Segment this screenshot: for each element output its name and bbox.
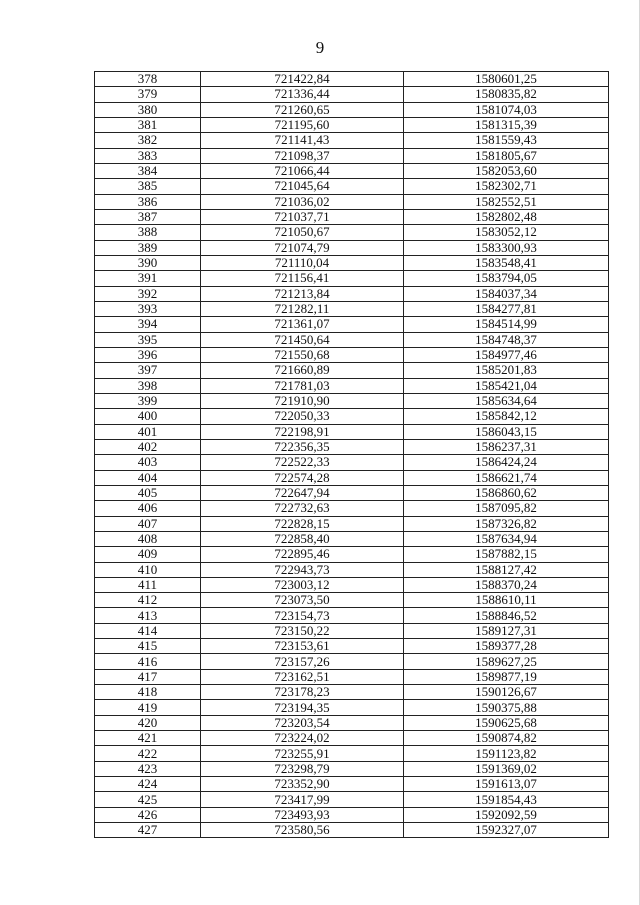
x-coordinate-cell: 723157,26 (201, 654, 404, 669)
point-number-cell: 425 (95, 792, 201, 807)
point-number-cell: 404 (95, 470, 201, 485)
x-coordinate-cell: 721074,79 (201, 240, 404, 255)
table-row (95, 777, 609, 792)
table-row (95, 347, 609, 362)
table-row (95, 485, 609, 500)
point-number-cell: 402 (95, 439, 201, 454)
x-coordinate-cell: 723580,56 (201, 823, 404, 838)
y-coordinate-cell: 1587095,82 (404, 501, 609, 516)
point-number-cell: 379 (95, 87, 201, 102)
point-number-cell: 427 (95, 823, 201, 838)
table-row (95, 807, 609, 822)
table-row (95, 163, 609, 178)
table-row (95, 577, 609, 592)
y-coordinate-cell: 1588370,24 (404, 577, 609, 592)
point-number-cell: 414 (95, 623, 201, 638)
table-row (95, 194, 609, 209)
x-coordinate-cell: 723178,23 (201, 685, 404, 700)
table-row (95, 547, 609, 562)
y-coordinate-cell: 1580601,25 (404, 72, 609, 87)
y-coordinate-cell: 1591123,82 (404, 746, 609, 761)
point-number-cell: 381 (95, 117, 201, 132)
table-row (95, 363, 609, 378)
y-coordinate-cell: 1584037,34 (404, 286, 609, 301)
table-row (95, 654, 609, 669)
table-row (95, 516, 609, 531)
y-coordinate-cell: 1583300,93 (404, 240, 609, 255)
table-row (95, 623, 609, 638)
table-row (95, 133, 609, 148)
table-row (95, 271, 609, 286)
coordinates-table-body (95, 72, 609, 838)
table-row (95, 301, 609, 316)
x-coordinate-cell: 721781,03 (201, 378, 404, 393)
x-coordinate-cell: 721336,44 (201, 87, 404, 102)
table-row (95, 148, 609, 163)
y-coordinate-cell: 1588610,11 (404, 593, 609, 608)
table-row (95, 715, 609, 730)
table-row (95, 455, 609, 470)
point-number-cell: 403 (95, 455, 201, 470)
y-coordinate-cell: 1587882,15 (404, 547, 609, 562)
y-coordinate-cell: 1582552,51 (404, 194, 609, 209)
x-coordinate-cell: 723255,91 (201, 746, 404, 761)
table-row (95, 685, 609, 700)
table-row (95, 87, 609, 102)
y-coordinate-cell: 1590126,67 (404, 685, 609, 700)
y-coordinate-cell: 1590874,82 (404, 731, 609, 746)
point-number-cell: 406 (95, 501, 201, 516)
point-number-cell: 393 (95, 301, 201, 316)
x-coordinate-cell: 721260,65 (201, 102, 404, 117)
table-row (95, 470, 609, 485)
point-number-cell: 394 (95, 317, 201, 332)
point-number-cell: 413 (95, 608, 201, 623)
table-row (95, 332, 609, 347)
table-row (95, 501, 609, 516)
x-coordinate-cell: 721156,41 (201, 271, 404, 286)
point-number-cell: 380 (95, 102, 201, 117)
table-row (95, 700, 609, 715)
y-coordinate-cell: 1584748,37 (404, 332, 609, 347)
x-coordinate-cell: 722522,33 (201, 455, 404, 470)
y-coordinate-cell: 1584514,99 (404, 317, 609, 332)
x-coordinate-cell: 722356,35 (201, 439, 404, 454)
x-coordinate-cell: 723194,35 (201, 700, 404, 715)
point-number-cell: 392 (95, 286, 201, 301)
x-coordinate-cell: 722198,91 (201, 424, 404, 439)
x-coordinate-cell: 722647,94 (201, 485, 404, 500)
x-coordinate-cell: 721910,90 (201, 393, 404, 408)
x-coordinate-cell: 723352,90 (201, 777, 404, 792)
point-number-cell: 387 (95, 209, 201, 224)
point-number-cell: 385 (95, 179, 201, 194)
point-number-cell: 398 (95, 378, 201, 393)
point-number-cell: 421 (95, 731, 201, 746)
table-row (95, 102, 609, 117)
point-number-cell: 378 (95, 72, 201, 87)
point-number-cell: 424 (95, 777, 201, 792)
y-coordinate-cell: 1585634,64 (404, 393, 609, 408)
point-number-cell: 408 (95, 531, 201, 546)
table-row (95, 669, 609, 684)
y-coordinate-cell: 1586621,74 (404, 470, 609, 485)
y-coordinate-cell: 1587634,94 (404, 531, 609, 546)
x-coordinate-cell: 723203,54 (201, 715, 404, 730)
table-row (95, 378, 609, 393)
x-coordinate-cell: 721141,43 (201, 133, 404, 148)
x-coordinate-cell: 721036,02 (201, 194, 404, 209)
x-coordinate-cell: 723153,61 (201, 639, 404, 654)
y-coordinate-cell: 1589877,19 (404, 669, 609, 684)
point-number-cell: 423 (95, 761, 201, 776)
x-coordinate-cell: 723224,02 (201, 731, 404, 746)
y-coordinate-cell: 1587326,82 (404, 516, 609, 531)
y-coordinate-cell: 1591369,02 (404, 761, 609, 776)
x-coordinate-cell: 721450,64 (201, 332, 404, 347)
table-row (95, 792, 609, 807)
y-coordinate-cell: 1581805,67 (404, 148, 609, 163)
y-coordinate-cell: 1585201,83 (404, 363, 609, 378)
table-row (95, 439, 609, 454)
y-coordinate-cell: 1592327,07 (404, 823, 609, 838)
point-number-cell: 391 (95, 271, 201, 286)
point-number-cell: 401 (95, 424, 201, 439)
y-coordinate-cell: 1589627,25 (404, 654, 609, 669)
table-row (95, 424, 609, 439)
point-number-cell: 389 (95, 240, 201, 255)
point-number-cell: 388 (95, 225, 201, 240)
x-coordinate-cell: 722732,63 (201, 501, 404, 516)
y-coordinate-cell: 1588127,42 (404, 562, 609, 577)
y-coordinate-cell: 1590375,88 (404, 700, 609, 715)
y-coordinate-cell: 1586043,15 (404, 424, 609, 439)
point-number-cell: 400 (95, 409, 201, 424)
x-coordinate-cell: 721066,44 (201, 163, 404, 178)
y-coordinate-cell: 1591613,07 (404, 777, 609, 792)
point-number-cell: 411 (95, 577, 201, 592)
table-row (95, 393, 609, 408)
x-coordinate-cell: 721660,89 (201, 363, 404, 378)
y-coordinate-cell: 1581315,39 (404, 117, 609, 132)
table-row (95, 286, 609, 301)
table-row (95, 179, 609, 194)
x-coordinate-cell: 721361,07 (201, 317, 404, 332)
point-number-cell: 405 (95, 485, 201, 500)
point-number-cell: 415 (95, 639, 201, 654)
table-row (95, 761, 609, 776)
table-row (95, 823, 609, 838)
point-number-cell: 420 (95, 715, 201, 730)
x-coordinate-cell: 722858,40 (201, 531, 404, 546)
y-coordinate-cell: 1581559,43 (404, 133, 609, 148)
coordinates-table (94, 71, 609, 838)
x-coordinate-cell: 723073,50 (201, 593, 404, 608)
point-number-cell: 384 (95, 163, 201, 178)
x-coordinate-cell: 723154,73 (201, 608, 404, 623)
x-coordinate-cell: 721195,60 (201, 117, 404, 132)
point-number-cell: 407 (95, 516, 201, 531)
y-coordinate-cell: 1586237,31 (404, 439, 609, 454)
page-number: 9 (315, 38, 325, 57)
x-coordinate-cell: 721037,71 (201, 209, 404, 224)
x-coordinate-cell: 721050,67 (201, 225, 404, 240)
y-coordinate-cell: 1592092,59 (404, 807, 609, 822)
x-coordinate-cell: 723493,93 (201, 807, 404, 822)
y-coordinate-cell: 1582302,71 (404, 179, 609, 194)
y-coordinate-cell: 1586860,62 (404, 485, 609, 500)
y-coordinate-cell: 1584977,46 (404, 347, 609, 362)
x-coordinate-cell: 722050,33 (201, 409, 404, 424)
y-coordinate-cell: 1584277,81 (404, 301, 609, 316)
y-coordinate-cell: 1585421,04 (404, 378, 609, 393)
table-row (95, 562, 609, 577)
y-coordinate-cell: 1583548,41 (404, 255, 609, 270)
table-row (95, 225, 609, 240)
y-coordinate-cell: 1590625,68 (404, 715, 609, 730)
point-number-cell: 382 (95, 133, 201, 148)
point-number-cell: 422 (95, 746, 201, 761)
x-coordinate-cell: 721282,11 (201, 301, 404, 316)
point-number-cell: 396 (95, 347, 201, 362)
point-number-cell: 418 (95, 685, 201, 700)
y-coordinate-cell: 1591854,43 (404, 792, 609, 807)
y-coordinate-cell: 1585842,12 (404, 409, 609, 424)
point-number-cell: 397 (95, 363, 201, 378)
table-row (95, 531, 609, 546)
table-row (95, 255, 609, 270)
y-coordinate-cell: 1582053,60 (404, 163, 609, 178)
table-row (95, 240, 609, 255)
x-coordinate-cell: 723162,51 (201, 669, 404, 684)
y-coordinate-cell: 1589127,31 (404, 623, 609, 638)
point-number-cell: 417 (95, 669, 201, 684)
point-number-cell: 395 (95, 332, 201, 347)
y-coordinate-cell: 1586424,24 (404, 455, 609, 470)
table-row (95, 317, 609, 332)
x-coordinate-cell: 721110,04 (201, 255, 404, 270)
point-number-cell: 426 (95, 807, 201, 822)
y-coordinate-cell: 1581074,03 (404, 102, 609, 117)
table-row (95, 731, 609, 746)
table-row (95, 608, 609, 623)
table-row (95, 72, 609, 87)
point-number-cell: 416 (95, 654, 201, 669)
x-coordinate-cell: 721098,37 (201, 148, 404, 163)
x-coordinate-cell: 721213,84 (201, 286, 404, 301)
point-number-cell: 410 (95, 562, 201, 577)
table-row (95, 409, 609, 424)
x-coordinate-cell: 723150,22 (201, 623, 404, 638)
table-row (95, 209, 609, 224)
point-number-cell: 419 (95, 700, 201, 715)
point-number-cell: 409 (95, 547, 201, 562)
point-number-cell: 412 (95, 593, 201, 608)
table-row (95, 639, 609, 654)
x-coordinate-cell: 723003,12 (201, 577, 404, 592)
y-coordinate-cell: 1588846,52 (404, 608, 609, 623)
x-coordinate-cell: 722895,46 (201, 547, 404, 562)
x-coordinate-cell: 723298,79 (201, 761, 404, 776)
x-coordinate-cell: 721422,84 (201, 72, 404, 87)
point-number-cell: 383 (95, 148, 201, 163)
x-coordinate-cell: 721550,68 (201, 347, 404, 362)
point-number-cell: 390 (95, 255, 201, 270)
table-row (95, 117, 609, 132)
x-coordinate-cell: 722828,15 (201, 516, 404, 531)
x-coordinate-cell: 722943,73 (201, 562, 404, 577)
point-number-cell: 399 (95, 393, 201, 408)
y-coordinate-cell: 1583794,05 (404, 271, 609, 286)
table-row (95, 746, 609, 761)
y-coordinate-cell: 1583052,12 (404, 225, 609, 240)
x-coordinate-cell: 722574,28 (201, 470, 404, 485)
x-coordinate-cell: 723417,99 (201, 792, 404, 807)
x-coordinate-cell: 721045,64 (201, 179, 404, 194)
y-coordinate-cell: 1580835,82 (404, 87, 609, 102)
y-coordinate-cell: 1582802,48 (404, 209, 609, 224)
table-row (95, 593, 609, 608)
point-number-cell: 386 (95, 194, 201, 209)
y-coordinate-cell: 1589377,28 (404, 639, 609, 654)
